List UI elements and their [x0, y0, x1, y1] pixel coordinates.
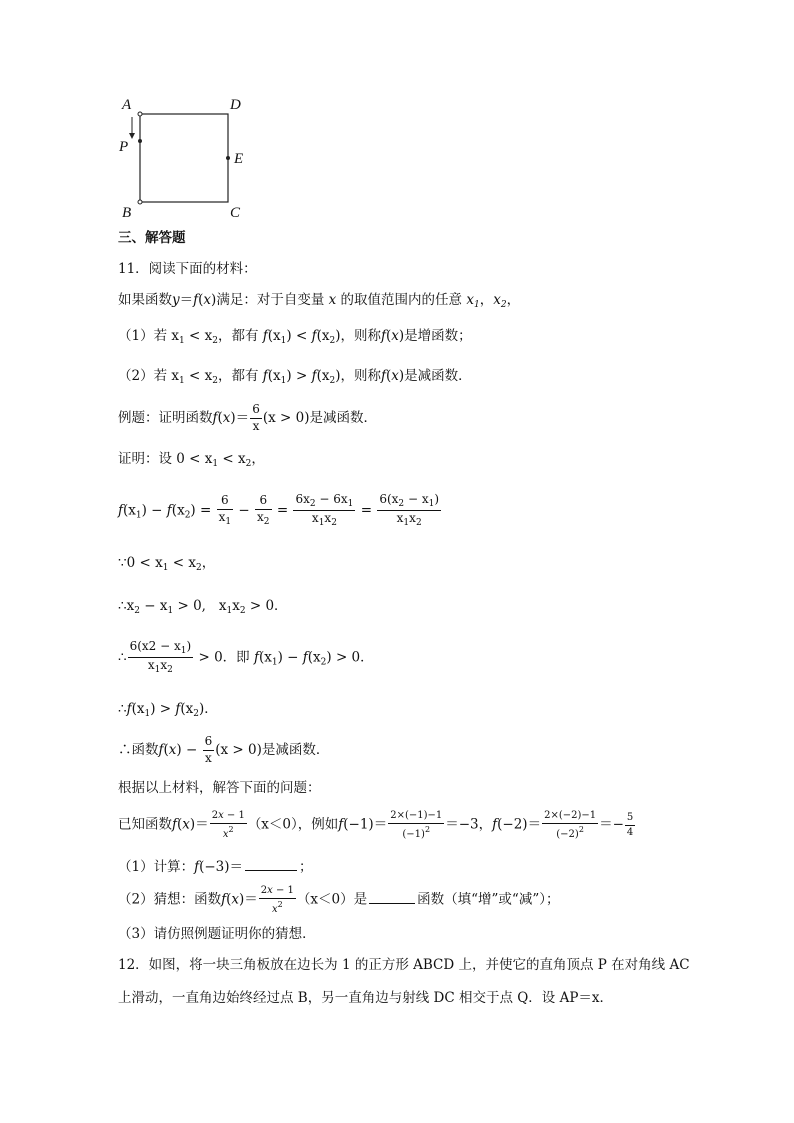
q11-part-1: （1）计算：f(−3)＝ ； [118, 859, 313, 875]
q11-known-function: 已知函数f(x)＝ $\frac{2x - 1}{x^2}$ （x＜0），例如f(−1)＝ $\frac{2\times(-1)-1}{(-1)^2}$ ＝−3，f(−2)＝ $\frac{2\times(-2)-1}{(-2)^2}$ ＝− $\frac{5}{4}$ [118, 810, 634, 840]
q11-intro: 11．阅读下面的材料： [118, 261, 257, 277]
q11-part-2: （2）猜想：函数f(x)＝ $\frac{2x - 1}{x^2}$ （x＜0）是 函数（填“增”或“减”）； [118, 885, 560, 915]
q11-example: 例题：证明函数f(x)＝ $\frac{6}{x}$ (x > 0)是减函数． [118, 402, 377, 433]
label-e: E [234, 151, 244, 167]
q11-proof-therefore-2: ∴ $\frac{6(x2 - x_1)}{x_1x_2}$ > 0．即 $f(x_1) - f(x_2) > 0$． [118, 639, 374, 676]
section-heading: 三、解答题 [118, 230, 186, 246]
arrow-head [129, 133, 135, 139]
q11-part-3: （3）请仿照例题证明你的猜想． [118, 926, 316, 942]
square-outline [140, 114, 228, 202]
label-c: C [230, 205, 241, 221]
label-b: B [122, 205, 132, 221]
point-b [138, 200, 142, 204]
q11-definition: 如果函数y＝f(x)满足：对于自变量 x 的取值范围内的任意 $x_1$，$x_2$， [118, 292, 521, 310]
point-a [138, 112, 142, 116]
q11-proof-difference: $f(x_1) - f(x_2)$ = $\frac{6}{x_1}$ − $\frac{6}{x_2}$ = $\frac{6x_2 - 6x_1}{x_1x_2}$ = $\frac{6(x_2 - x_1)}{x_1x_2}$ [118, 492, 440, 529]
q11-condition-2: （2）若 $x_1 < x_2$，都有 $f(x_1) > f(x_2)$，则称f(x)是减函数． [118, 368, 472, 386]
answer-blank-1[interactable] [245, 858, 297, 871]
q12-line-1: 12．如图，将一块三角板放在边长为 1 的正方形 ABCD 上，并使它的直角顶点 P 在对角线 AC [118, 957, 690, 973]
q11-proof-conclusion: ∴函数f(x) − $\frac{6}{x}$ (x > 0)是减函数． [118, 734, 330, 765]
point-e [226, 156, 230, 160]
label-p: P [119, 139, 129, 155]
answer-blank-2[interactable] [369, 891, 415, 904]
q11-proof-since: ∵0 < $x_1 < x_2$， [118, 555, 216, 573]
q11-proof-therefore-1: $\therefore x_2 - x_1 > 0$, $x_1x_2 > 0$． [118, 598, 288, 616]
q11-proof-start: 证明：设 $0 < x_1 < x_2$， [118, 451, 265, 469]
q12-line-2: 上滑动，一直角边始终经过点 B，另一直角边与射线 DC 相交于点 Q．设 AP＝x． [118, 990, 614, 1006]
label-d: D [230, 97, 241, 113]
point-p [138, 139, 142, 143]
q11-based-on: 根据以上材料，解答下面的问题： [118, 780, 321, 796]
q11-condition-1: （1）若 $x_1 < x_2$，都有 $f(x_1) < f(x_2)$，则称f(x)是增函数； [118, 328, 472, 346]
q11-proof-therefore-3: $\therefore f(x_1) > f(x_2)$． [118, 701, 218, 719]
label-a: A [122, 97, 132, 113]
